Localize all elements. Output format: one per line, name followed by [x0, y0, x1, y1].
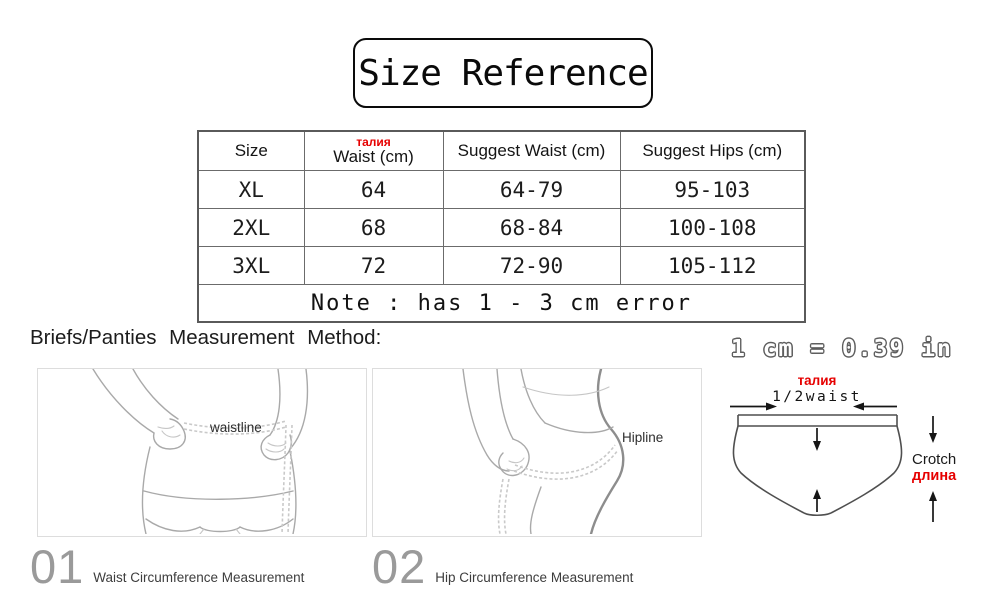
- cell-suggest-waist: 72-90: [443, 247, 620, 285]
- section-heading: Briefs/Panties Measurement Method:: [30, 326, 382, 349]
- col-header-suggest-hips: Suggest Hips (cm): [620, 131, 805, 171]
- waistline-label: waistline: [210, 420, 262, 435]
- cell-suggest-waist: 64-79: [443, 171, 620, 209]
- cell-suggest-hips: 105-112: [620, 247, 805, 285]
- step-1-number: 01: [30, 540, 85, 593]
- step-2-caption: Hip Circumference Measurement: [435, 570, 634, 585]
- cell-waist: 68: [304, 209, 443, 247]
- table-note-row: [198, 285, 805, 323]
- step-2: [372, 540, 634, 593]
- step-1-caption: Waist Circumference Measurement: [93, 570, 305, 585]
- size-table: [197, 130, 806, 323]
- step-2-number: 02: [372, 540, 427, 593]
- waist-measurement-figure: [37, 368, 367, 537]
- table-header-row: [198, 131, 805, 171]
- cell-suggest-waist: 68-84: [443, 209, 620, 247]
- panty-diagram-svg: [705, 372, 977, 524]
- table-row: [198, 171, 805, 209]
- waist-russian-label: талия: [797, 373, 837, 388]
- waist-measurement-illustration: [38, 369, 364, 534]
- cell-size: 2XL: [198, 209, 304, 247]
- table-row: [198, 247, 805, 285]
- hipline-label: Hipline: [622, 430, 664, 445]
- crotch-label: Crotch: [912, 451, 957, 468]
- half-waist-label: 1/2waist: [772, 389, 862, 405]
- cell-suggest-hips: 100-108: [620, 209, 805, 247]
- cell-suggest-hips: 95-103: [620, 171, 805, 209]
- col-header-suggest-waist: Suggest Waist (cm): [443, 131, 620, 171]
- page-title: Size Reference: [358, 52, 648, 94]
- measuring-tape: [515, 445, 615, 473]
- waist-header-russian: талия: [356, 134, 391, 149]
- hip-measurement-illustration: [373, 369, 699, 534]
- col-header-waist: [304, 131, 443, 171]
- crotch-russian-label: длина: [912, 468, 957, 484]
- title-box: [353, 38, 653, 108]
- table-note: Note : has 1 - 3 cm error: [198, 285, 805, 323]
- col-header-size: Size: [198, 131, 304, 171]
- unit-conversion-text: 1 cm = 0.39 in: [731, 336, 953, 362]
- waist-header-label: Waist (cm): [333, 146, 414, 166]
- panty-diagram: [705, 372, 977, 529]
- cell-waist: 72: [304, 247, 443, 285]
- cell-size: 3XL: [198, 247, 304, 285]
- step-1: [30, 540, 305, 593]
- cell-waist: 64: [304, 171, 443, 209]
- hip-measurement-figure: [372, 368, 702, 537]
- table-row: [198, 209, 805, 247]
- cell-size: XL: [198, 171, 304, 209]
